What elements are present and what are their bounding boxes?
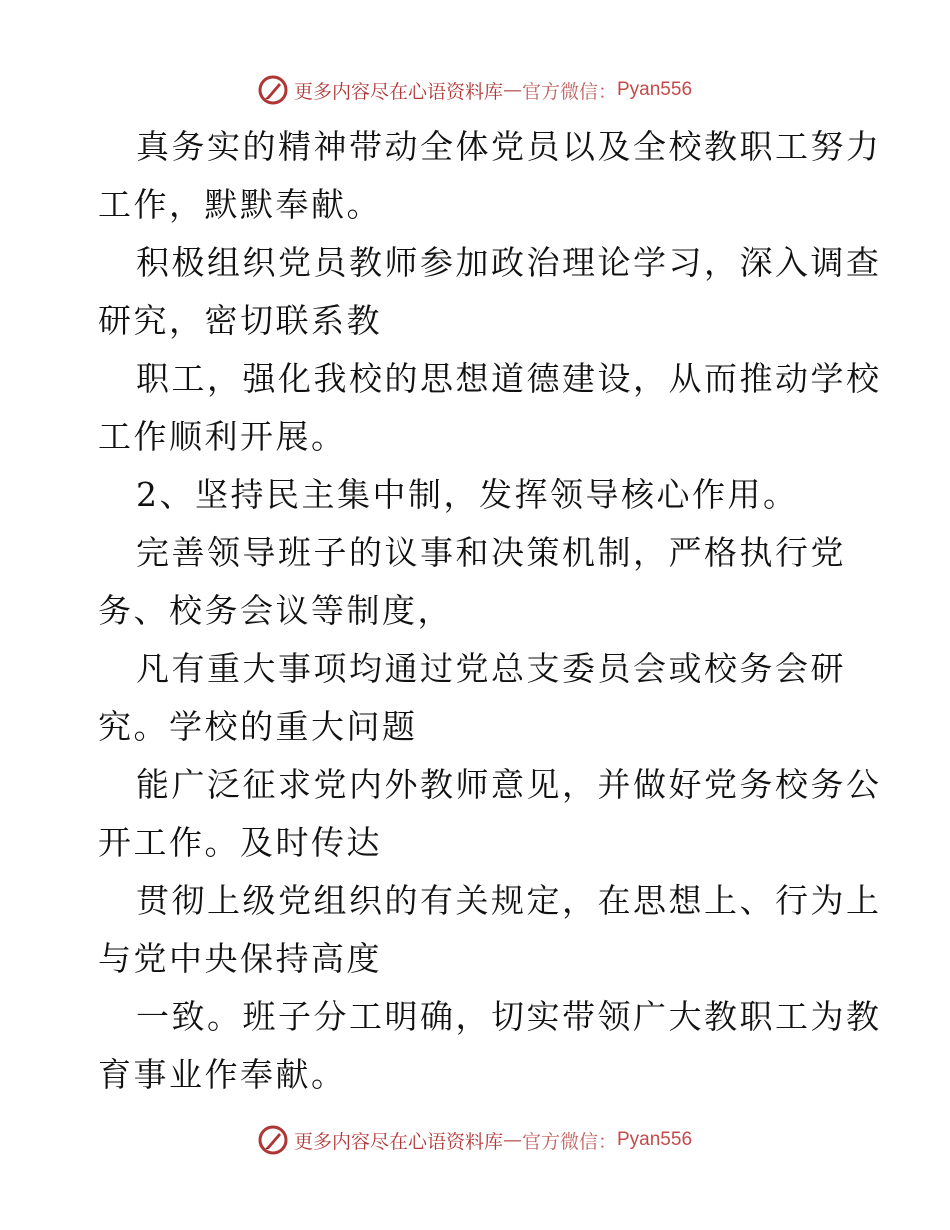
footer-banner xyxy=(0,1120,950,1160)
text-line: 职工，强化我校的思想道德建设，从而推动学校 xyxy=(136,359,882,398)
text-line: 与党中央保持高度 xyxy=(98,939,382,978)
header-wechat-id: Pyan556 xyxy=(617,79,693,100)
header-banner xyxy=(0,70,950,110)
text-line: 完善领导班子的议事和决策机制，严格执行党 xyxy=(136,533,846,572)
footer-separator: — xyxy=(502,1129,522,1151)
footer-wechat-id: Pyan556 xyxy=(617,1129,693,1150)
text-line: 育事业作奉献。 xyxy=(98,1055,347,1094)
footer-brand-text: 更多内容尽在心语资料库 xyxy=(293,1130,503,1153)
text-line: 能广泛征求党内外教师意见，并做好党务校务公 xyxy=(136,765,882,804)
header-wechat-label: 官方微信： xyxy=(521,80,617,103)
text-line: 工作，默默奉献。 xyxy=(98,185,382,224)
header-separator: — xyxy=(502,79,522,101)
quill-pen-icon xyxy=(258,75,288,105)
text-line: 贯彻上级党组织的有关规定，在思想上、行为上 xyxy=(136,881,882,920)
quill-pen-icon xyxy=(258,1125,288,1155)
text-line: 工作顺利开展。 xyxy=(98,417,347,456)
text-line: 2、坚持民主集中制，发挥领导核心作用。 xyxy=(136,475,799,514)
header-brand-text: 更多内容尽在心语资料库 xyxy=(293,80,503,103)
document-body xyxy=(98,118,882,1104)
text-line: 究。学校的重大问题 xyxy=(98,707,418,746)
text-line: 务、校务会议等制度， xyxy=(98,591,453,630)
text-line: 真务实的精神带动全体党员以及全校教职工努力 xyxy=(136,127,882,166)
footer-wechat-label: 官方微信： xyxy=(521,1130,617,1153)
text-line: 一致。班子分工明确，切实带领广大教职工为教 xyxy=(136,997,882,1036)
text-line: 开工作。及时传达 xyxy=(98,823,382,862)
text-line: 凡有重大事项均通过党总支委员会或校务会研 xyxy=(136,649,846,688)
text-line: 研究，密切联系教 xyxy=(98,301,382,340)
text-line: 积极组织党员教师参加政治理论学习，深入调查 xyxy=(136,243,882,282)
